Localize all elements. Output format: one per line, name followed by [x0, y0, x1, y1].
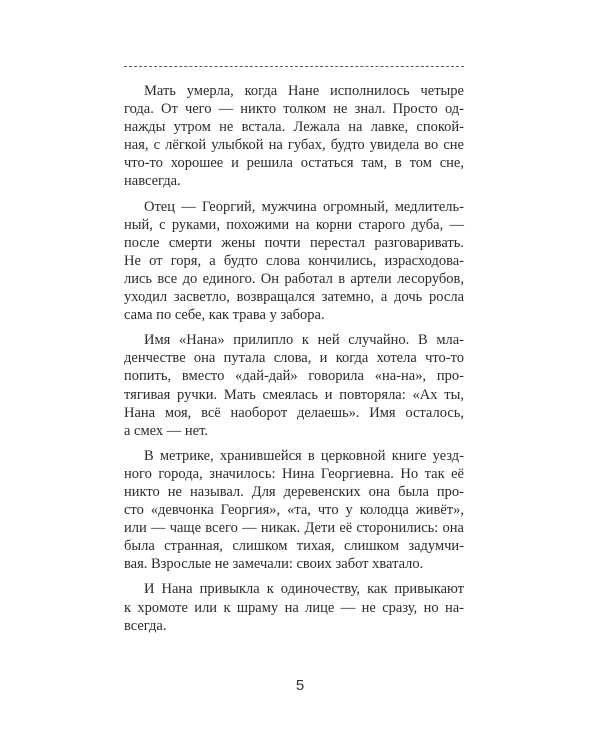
text-line: ного города, значилось: Нина Георгиевна. Но так её	[124, 465, 464, 482]
text-line: года. От чего — никто толком не знал. Просто од-	[124, 101, 464, 118]
text-line: ная, с лёгкой улыбкой на губах, будто увидела во сне	[124, 137, 464, 154]
text-line: денчестве она путала слова, и когда хотела что-то	[124, 350, 464, 367]
text-line: И Нана привыкла к одиночеству, как привыкают	[144, 581, 464, 598]
text-line: вая. Взрослые не замечали: своих забот хватало.	[124, 556, 424, 573]
paragraph	[124, 198, 464, 325]
text-line: попить, вместо «дай-дай» говорила «на-на», про-	[124, 368, 464, 385]
text-line: Не от горя, а будто слова кончились, израсходова-	[124, 252, 464, 269]
page-number: 5	[295, 677, 305, 694]
paragraph	[124, 580, 464, 634]
text-line: тягивая ручки. Мать смеялась и повторяла: «Ах ты,	[124, 386, 464, 403]
paragraph	[124, 82, 464, 191]
text-line: навсегда.	[124, 173, 181, 190]
text-line: а смех — нет.	[124, 422, 208, 439]
text-line: к хромоте или к шраму на лице — не сразу, но на-	[124, 599, 464, 616]
dashed-divider	[124, 66, 464, 67]
text-line: нажды утром не встала. Лежала на лавке, спокой-	[124, 119, 464, 136]
text-line: лись все до единого. Он работал в артели лесорубов,	[124, 270, 464, 287]
text-line: сто «девчонка Георгия», «та, что у колодца живёт»,	[124, 502, 464, 519]
text-line: что-то хорошее и решила остаться там, в том сне,	[124, 155, 464, 172]
text-line: Нана моя, всё наоборот делаешь». Имя осталось,	[124, 404, 464, 421]
text-line: всегда.	[124, 617, 167, 634]
paragraph	[124, 447, 464, 574]
body-text	[124, 82, 464, 642]
text-line: Отец — Георгий, мужчина огромный, медлитель-	[144, 198, 464, 215]
text-line: уходил засветло, возвращался затемно, а дочь росла	[124, 289, 464, 306]
text-line: или — чаще всего — никак. Дети её сторонились: она	[124, 520, 464, 537]
text-line: была странная, слишком тихая, слишком задумчи-	[124, 538, 464, 555]
text-line: никто не называл. Для деревенских она была про-	[124, 483, 464, 500]
paragraph	[124, 331, 464, 440]
text-line: В метрике, хранившейся в церковной книге уезд-	[144, 447, 464, 464]
text-line: ный, с руками, похожими на корни старого дуба, —	[124, 216, 464, 233]
text-line: после смерти жены почти перестал разговаривать.	[124, 234, 464, 251]
text-line: сама по себе, как трава у забора.	[124, 307, 325, 324]
text-line: Мать умерла, когда Нане исполнилось четыре	[144, 83, 464, 99]
text-line: Имя «Нана» прилипло к ней случайно. В мла-	[144, 332, 464, 349]
